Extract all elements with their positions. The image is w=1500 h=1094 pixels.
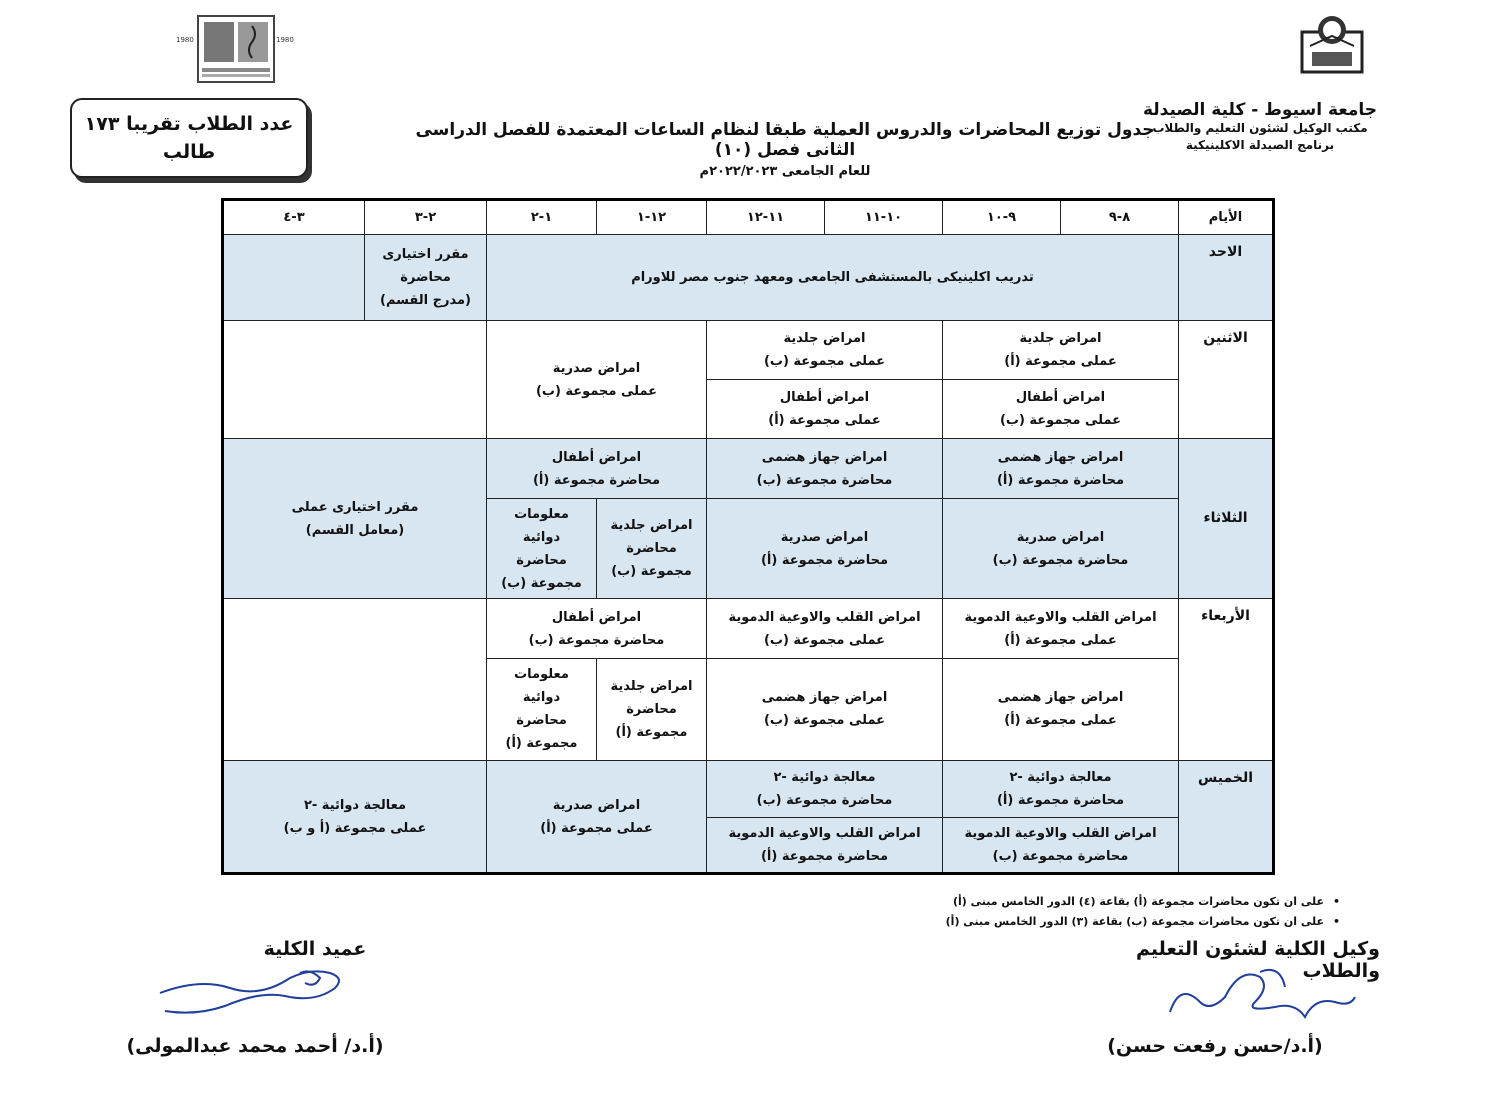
schedule-cell bbox=[487, 498, 597, 599]
cell-text: امراض جهاز هضمى bbox=[761, 449, 888, 465]
header-slot: ٣-٤ bbox=[223, 200, 365, 235]
note-text: على ان تكون محاضرات مجموعة (أ) بقاعة (٤) الدور الخامس مبنى (أ) bbox=[952, 895, 1324, 908]
cell-text: عملى مجموعة (أ) bbox=[1004, 632, 1117, 648]
cell-text: دوائية bbox=[522, 529, 561, 545]
vice-dean-title: وكيل الكلية لشئون التعليم والطلاب bbox=[1135, 938, 1380, 982]
schedule-table bbox=[221, 198, 1275, 875]
cell-text: عملى مجموعة (ب) bbox=[763, 632, 886, 648]
cell-text: (مدرج القسم) bbox=[380, 292, 471, 308]
empty-cell bbox=[223, 235, 365, 321]
cell-text: عملى مجموعة (أ) bbox=[1004, 353, 1117, 369]
cell-text: امراض جلدية bbox=[610, 678, 693, 694]
cell-text: امراض جهاز هضمى bbox=[997, 449, 1124, 465]
cell-text: عملى مجموعة (ب) bbox=[763, 353, 886, 369]
cell-text: محاضرة مجموعة (ب) bbox=[528, 632, 665, 648]
table-row-wednesday bbox=[223, 599, 1274, 658]
schedule-cell bbox=[707, 599, 943, 658]
cell-text: عملى مجموعة (أ و ب) bbox=[283, 820, 427, 836]
cell-text: محاضرة مجموعة (ب) bbox=[992, 848, 1129, 864]
cell-text: دوائية bbox=[522, 690, 561, 706]
cell-text: امراض صدرية bbox=[780, 529, 869, 545]
vice-dean-signature bbox=[1150, 962, 1380, 1032]
academic-year: للعام الجامعى ٢٠٢٢/٢٠٢٣م bbox=[699, 164, 871, 179]
cell-text: امراض أطفال bbox=[551, 609, 642, 625]
bullet-icon: • bbox=[1332, 895, 1340, 908]
header-slot: ٢-٣ bbox=[365, 200, 487, 235]
cell-text: امراض صدرية bbox=[552, 360, 641, 376]
cell-text: مجموعة (أ) bbox=[505, 736, 578, 752]
cell-text: امراض صدرية bbox=[552, 797, 641, 813]
schedule-cell bbox=[943, 380, 1179, 439]
schedule-cell bbox=[597, 498, 707, 599]
cell-text: امراض جهاز هضمى bbox=[761, 690, 888, 706]
cell-text: محاضرة مجموعة (ب) bbox=[756, 472, 893, 488]
cell-text: عملى مجموعة (أ) bbox=[540, 820, 653, 836]
cell-text: محاضرة مجموعة (أ) bbox=[532, 472, 661, 488]
svg-text:1980: 1980 bbox=[176, 36, 194, 44]
table-row-tuesday bbox=[223, 439, 1274, 498]
elective-lecture-cell bbox=[365, 235, 487, 321]
cell-text: معالجة دوائية -٢ bbox=[1009, 769, 1112, 785]
svg-text:1980: 1980 bbox=[276, 36, 294, 44]
cell-text: مجموعة (ب) bbox=[611, 564, 692, 580]
schedule-cell bbox=[487, 658, 597, 761]
header-slot: ٩-١٠ bbox=[943, 200, 1061, 235]
student-count-line1: عدد الطلاب تقريبا ١٧٣ bbox=[84, 113, 294, 135]
student-count-line2: طالب bbox=[162, 141, 216, 163]
cell-text: عملى مجموعة (ب) bbox=[535, 383, 658, 399]
header-slot: ١١-١٢ bbox=[707, 200, 825, 235]
cell-text: مقرر اختيارى bbox=[382, 246, 469, 262]
cell-text: امراض صدرية bbox=[1016, 529, 1105, 545]
schedule-cell bbox=[223, 761, 487, 874]
cell-text: امراض أطفال bbox=[1015, 390, 1106, 406]
schedule-cell bbox=[707, 817, 943, 873]
schedule-cell bbox=[487, 320, 707, 439]
cell-text: عملى مجموعة (ب) bbox=[999, 413, 1122, 429]
table-header-row bbox=[223, 200, 1274, 235]
cell-text: عملى مجموعة (أ) bbox=[768, 413, 881, 429]
header-slot: ٨-٩ bbox=[1061, 200, 1179, 235]
cell-text: محاضرة bbox=[400, 269, 451, 285]
cell-text: امراض القلب والاوعية الدموية bbox=[728, 825, 921, 841]
cell-text: معالجة دوائية -٢ bbox=[773, 769, 876, 785]
cell-text: محاضرة مجموعة (أ) bbox=[996, 792, 1125, 808]
cell-text: مجموعة (ب) bbox=[501, 575, 582, 591]
cell-text: امراض القلب والاوعية الدموية bbox=[964, 825, 1157, 841]
vice-dean-name: (أ.د/حسن رفعت حسن) bbox=[1107, 1035, 1323, 1057]
header-slot: ١٠-١١ bbox=[825, 200, 943, 235]
note-text: على ان تكون محاضرات مجموعة (ب) بقاعة (٣) الدور الخامس مبنى (أ) bbox=[945, 915, 1324, 928]
dean-title: عميد الكلية bbox=[263, 938, 367, 960]
student-count-box bbox=[70, 98, 308, 178]
cell-text: مقرر اختيارى عملى bbox=[291, 499, 419, 515]
schedule-cell bbox=[943, 320, 1179, 379]
note-item bbox=[880, 892, 1340, 912]
cell-text: معالجة دوائية -٢ bbox=[303, 797, 407, 813]
cell-text: محاضرة مجموعة (أ) bbox=[996, 472, 1125, 488]
dean-name: (أ.د/ أحمد محمد عبدالمولى) bbox=[126, 1035, 384, 1057]
schedule-title: جدول توزيع المحاضرات والدروس العملية طبقا لنظام الساعات المعتمدة للفصل الدراسى الثانى فصل (١٠) bbox=[415, 120, 1155, 160]
cell-text: معلومات bbox=[514, 667, 569, 683]
cell-text: امراض جلدية bbox=[610, 518, 693, 534]
university-logo bbox=[1296, 12, 1368, 74]
cell-text: عملى مجموعة (أ) bbox=[1004, 713, 1117, 729]
cell-text: محاضرة مجموعة (ب) bbox=[756, 792, 893, 808]
cell-text: امراض أطفال bbox=[779, 390, 870, 406]
cell-text: محاضرة مجموعة (أ) bbox=[760, 552, 889, 568]
university-name: جامعة اسيوط - كلية الصيدلة bbox=[1142, 100, 1378, 120]
cell-text: عملى مجموعة (ب) bbox=[763, 713, 886, 729]
day-monday: الاثنين bbox=[1179, 320, 1274, 439]
cell-text: مجموعة (أ) bbox=[615, 724, 688, 740]
schedule-title-block bbox=[400, 120, 1170, 179]
schedule-cell bbox=[707, 380, 943, 439]
program-name: برنامج الصيدلة الاكلينيكية bbox=[1185, 138, 1335, 152]
cell-text: امراض جلدية bbox=[1019, 330, 1102, 346]
bullet-icon: • bbox=[1332, 915, 1340, 928]
schedule-cell bbox=[487, 439, 707, 498]
cell-text: امراض أطفال bbox=[551, 449, 642, 465]
note-item bbox=[880, 912, 1340, 932]
cell-text: محاضرة مجموعة (أ) bbox=[760, 848, 889, 864]
office-name: مكتب الوكيل لشئون التعليم والطلاب bbox=[1152, 121, 1368, 135]
schedule-cell bbox=[707, 761, 943, 817]
header-slot: ١٢-١ bbox=[597, 200, 707, 235]
schedule-cell bbox=[597, 658, 707, 761]
table-row-monday bbox=[223, 320, 1274, 379]
schedule-cell bbox=[707, 320, 943, 379]
notes-list bbox=[880, 892, 1340, 932]
cell-text: امراض جهاز هضمى bbox=[997, 690, 1124, 706]
table-row-sunday bbox=[223, 235, 1274, 321]
dean-signature bbox=[150, 958, 370, 1020]
cell-text: امراض جلدية bbox=[783, 330, 866, 346]
header-slot: ١-٢ bbox=[487, 200, 597, 235]
table-row-thursday bbox=[223, 761, 1274, 817]
cell-text: محاضرة مجموعة (ب) bbox=[992, 552, 1129, 568]
cell-text: امراض القلب والاوعية الدموية bbox=[728, 609, 921, 625]
cell-text: معلومات bbox=[514, 506, 569, 522]
schedule-cell bbox=[943, 761, 1179, 817]
cell-text: محاضرة bbox=[626, 541, 677, 557]
cell-text: محاضرة bbox=[516, 713, 567, 729]
schedule-cell bbox=[487, 761, 707, 874]
schedule-cell bbox=[707, 498, 943, 599]
cell-text: امراض القلب والاوعية الدموية bbox=[964, 609, 1157, 625]
schedule-cell bbox=[943, 658, 1179, 761]
schedule-cell bbox=[943, 817, 1179, 873]
schedule-cell bbox=[707, 658, 943, 761]
schedule-cell bbox=[943, 498, 1179, 599]
cell-text: (معامل القسم) bbox=[305, 522, 405, 538]
faculty-logo bbox=[172, 12, 300, 90]
schedule-cell bbox=[487, 599, 707, 658]
schedule-cell bbox=[943, 599, 1179, 658]
cell-text: تدريب اكلينيكى بالمستشفى الجامعى ومعهد جنوب مصر للاورام bbox=[631, 269, 1034, 285]
empty-cell bbox=[223, 599, 487, 761]
day-sunday: الاحد bbox=[1179, 235, 1274, 321]
cell-text: محاضرة bbox=[626, 701, 677, 717]
schedule-cell bbox=[943, 439, 1179, 498]
header-days: الأيام bbox=[1179, 200, 1274, 235]
cell-text: محاضرة bbox=[516, 552, 567, 568]
empty-cell bbox=[223, 320, 487, 439]
day-wednesday: الأربعاء bbox=[1179, 599, 1274, 761]
clinical-training-cell bbox=[487, 235, 1179, 321]
schedule-cell bbox=[707, 439, 943, 498]
day-thursday: الخميس bbox=[1179, 761, 1274, 874]
schedule-cell bbox=[223, 439, 487, 599]
day-tuesday: الثلاثاء bbox=[1179, 439, 1274, 599]
